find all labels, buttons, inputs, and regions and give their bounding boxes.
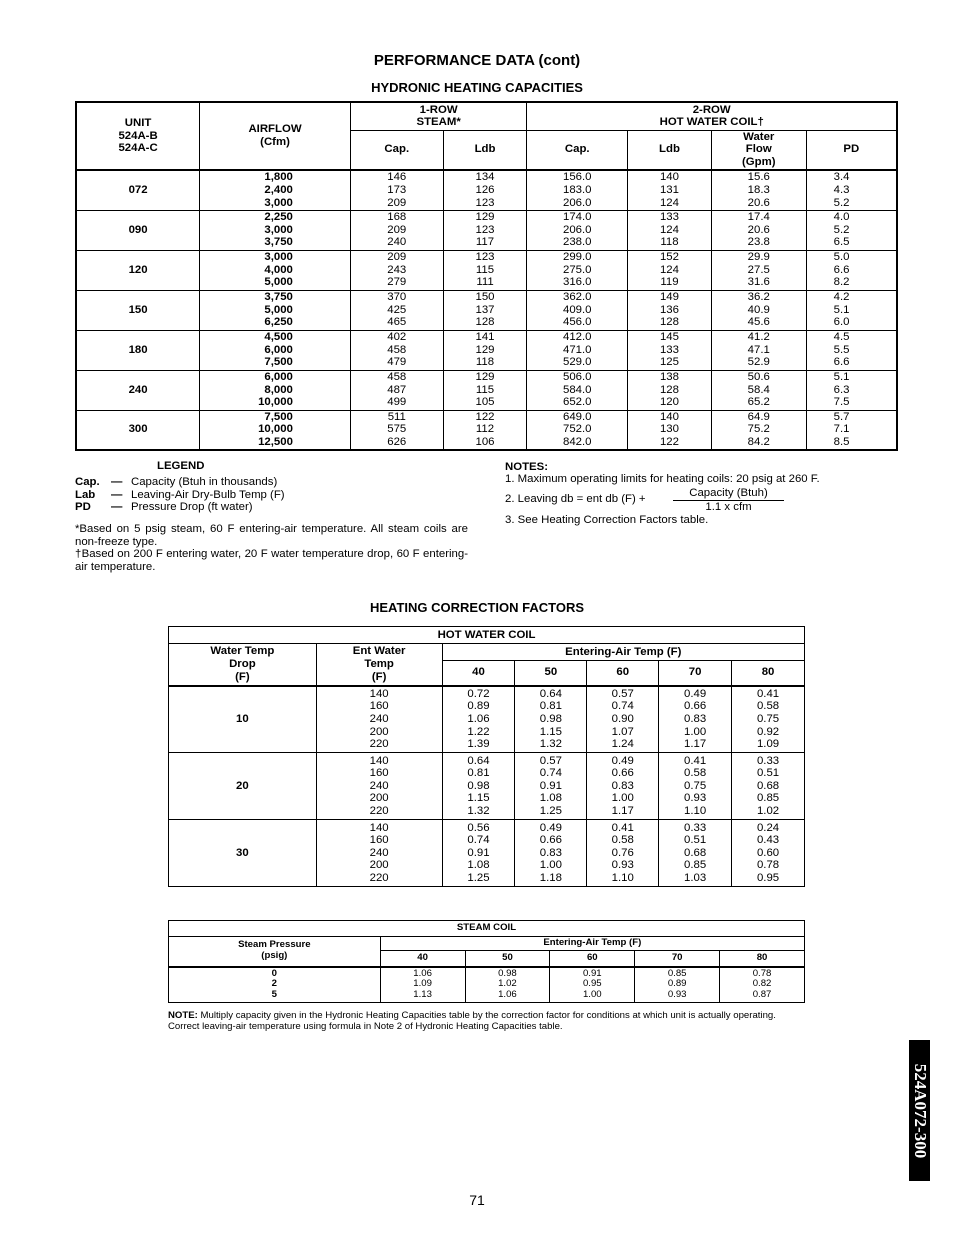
cell-factor: 0.57 0.74 0.91 1.08 1.25 <box>515 753 587 820</box>
cell-ent-water: 140 160 240 200 220 <box>316 820 442 887</box>
table-row <box>76 410 897 450</box>
header-steam-cap: Cap. <box>350 130 443 170</box>
cell-pd: 5.0 6.6 8.2 <box>806 250 897 290</box>
cell-flow: 15.6 18.3 20.6 <box>711 170 806 210</box>
cell-airflow: 1,800 2,400 3,000 <box>200 170 351 210</box>
cell-ldb2: 145 133 125 <box>628 330 712 370</box>
note-2-denominator: 1.1 x cfm <box>705 500 752 513</box>
steam-correction-table <box>168 920 805 1003</box>
correction-title: HEATING CORRECTION FACTORS <box>369 600 585 615</box>
header-steam: 1-ROW STEAM* <box>350 102 526 130</box>
cell-factor: 0.49 0.66 0.83 1.00 1.17 <box>659 686 732 753</box>
cell-ldb1: 129 123 117 <box>443 210 527 250</box>
cell-flow: 50.6 58.4 65.2 <box>711 370 806 410</box>
header-air-temp: 60 <box>587 661 659 686</box>
cell-ldb2: 152 124 119 <box>628 250 712 290</box>
steam-caption: STEAM COIL <box>169 921 805 937</box>
table-row <box>169 820 805 887</box>
cell-steam-factor: 0.91 0.95 1.00 <box>550 967 635 1003</box>
cell-cap1: 146 173 209 <box>350 170 443 210</box>
header-water-flow: Water Flow (Gpm) <box>711 130 806 170</box>
cell-ldb1: 129 115 105 <box>443 370 527 410</box>
cell-factor: 0.41 0.58 0.75 0.92 1.09 <box>732 686 805 753</box>
cell-pd: 5.7 7.1 8.5 <box>806 410 897 450</box>
header-air-temp: 70 <box>659 661 732 686</box>
legend-item-cap: Cap. — Capacity (Btuh in thousands) <box>75 476 278 488</box>
cell-airflow: 4,500 6,000 7,500 <box>200 330 351 370</box>
note-2-numerator: Capacity (Btuh) <box>673 487 784 501</box>
cell-airflow: 7,500 10,000 12,500 <box>200 410 351 450</box>
cell-ldb1: 134 126 123 <box>443 170 527 210</box>
cell-cap1: 209 243 279 <box>350 250 443 290</box>
cell-cap2: 649.0 752.0 842.0 <box>527 410 628 450</box>
header-steam-air-temp: 80 <box>720 951 805 967</box>
cell-ldb1: 123 115 111 <box>443 250 527 290</box>
cell-factor: 0.33 0.51 0.68 0.85 1.02 <box>732 753 805 820</box>
hot-water-correction-table <box>168 626 805 887</box>
cell-flow: 17.4 20.6 23.8 <box>711 210 806 250</box>
note-3: 3. See Heating Correction Factors table. <box>505 514 709 526</box>
cell-flow: 36.2 40.9 45.6 <box>711 290 806 330</box>
footnote-steam: *Based on 5 psig steam, 60 F entering-air temperature. All steam coils are non-freeze type. <box>75 523 468 548</box>
header-air-temp: 40 <box>442 661 515 686</box>
notes-title: NOTES: <box>505 461 549 473</box>
table-row <box>76 370 897 410</box>
cell-unit: 150 <box>76 290 200 330</box>
cell-factor: 0.72 0.89 1.06 1.22 1.39 <box>442 686 515 753</box>
cell-factor: 0.56 0.74 0.91 1.08 1.25 <box>442 820 515 887</box>
cell-steam-factor: 0.78 0.82 0.87 <box>720 967 805 1003</box>
header-water-cap: Cap. <box>527 130 628 170</box>
cell-cap1: 168 209 240 <box>350 210 443 250</box>
cell-ldb2: 140 131 124 <box>628 170 712 210</box>
header-air-temp: 80 <box>732 661 805 686</box>
cell-unit: 072 <box>76 170 200 210</box>
header-steam-entering-air: Entering-Air Temp (F) <box>380 937 804 951</box>
cell-factor: 0.41 0.58 0.76 0.93 1.10 <box>587 820 659 887</box>
header-air-temp: 50 <box>515 661 587 686</box>
cell-factor: 0.24 0.43 0.60 0.78 0.95 <box>732 820 805 887</box>
cell-airflow: 3,000 4,000 5,000 <box>200 250 351 290</box>
cell-ent-water: 140 160 240 200 220 <box>316 686 442 753</box>
table-row <box>76 330 897 370</box>
cell-unit: 240 <box>76 370 200 410</box>
hydronic-capacities-table <box>75 101 898 451</box>
header-steam-air-temp: 60 <box>550 951 635 967</box>
cell-airflow: 6,000 8,000 10,000 <box>200 370 351 410</box>
cell-flow: 41.2 47.1 52.9 <box>711 330 806 370</box>
side-tab: 524A072-300 <box>909 1040 930 1181</box>
cell-pd: 4.0 5.2 6.5 <box>806 210 897 250</box>
cell-flow: 29.9 27.5 31.6 <box>711 250 806 290</box>
cell-pd: 3.4 4.3 5.2 <box>806 170 897 210</box>
cell-steam-factor: 0.98 1.02 1.06 <box>465 967 550 1003</box>
cell-cap2: 174.0 206.0 238.0 <box>527 210 628 250</box>
header-steam-air-temp: 70 <box>635 951 720 967</box>
cell-ldb1: 141 129 118 <box>443 330 527 370</box>
page-number: 71 <box>469 1192 485 1208</box>
page-title: PERFORMANCE DATA (cont) <box>373 52 581 69</box>
header-unit: UNIT 524A-B 524A-C <box>76 102 200 170</box>
table-row <box>76 170 897 210</box>
cell-cap2: 412.0 471.0 529.0 <box>527 330 628 370</box>
note-2-formula <box>673 487 784 513</box>
cell-ldb2: 140 130 122 <box>628 410 712 450</box>
cell-factor: 0.57 0.74 0.90 1.07 1.24 <box>587 686 659 753</box>
note-2: 2. Leaving db = ent db (F) + <box>505 493 646 505</box>
header-entering-air: Entering-Air Temp (F) <box>442 644 804 661</box>
cell-ldb1: 122 112 106 <box>443 410 527 450</box>
table-row <box>76 290 897 330</box>
table-row <box>76 250 897 290</box>
cell-cap1: 511 575 626 <box>350 410 443 450</box>
cell-water-drop: 10 <box>169 686 317 753</box>
header-hot-water: 2-ROW HOT WATER COIL† <box>527 102 897 130</box>
header-pd: PD <box>806 130 897 170</box>
correction-note: NOTE: Multiply capacity given in the Hydronic Heating Capacities table by the correction factor for conditions at which unit is actually operating. Correct leaving-air temperature using formula in Note 2 of Hydronic Heating Capacities table. <box>168 1010 776 1032</box>
cell-flow: 64.9 75.2 84.2 <box>711 410 806 450</box>
cell-ent-water: 140 160 240 200 220 <box>316 753 442 820</box>
cell-factor: 0.41 0.58 0.75 0.93 1.10 <box>659 753 732 820</box>
header-steam-air-temp: 40 <box>380 951 465 967</box>
hot-water-caption: HOT WATER COIL <box>169 627 805 644</box>
cell-ldb1: 150 137 128 <box>443 290 527 330</box>
cell-ldb2: 149 136 128 <box>628 290 712 330</box>
cell-steam-factor: 1.06 1.09 1.13 <box>380 967 465 1003</box>
header-water-drop: Water Temp Drop (F) <box>169 644 317 686</box>
cell-airflow: 3,750 5,000 6,250 <box>200 290 351 330</box>
cell-factor: 0.64 0.81 0.98 1.15 1.32 <box>442 753 515 820</box>
cell-unit: 120 <box>76 250 200 290</box>
cell-cap2: 362.0 409.0 456.0 <box>527 290 628 330</box>
header-steam-pressure: Steam Pressure (psig) <box>169 937 381 967</box>
table-row <box>169 753 805 820</box>
cell-pd: 4.5 5.5 6.6 <box>806 330 897 370</box>
hydronic-table-title: HYDRONIC HEATING CAPACITIES <box>371 80 583 95</box>
header-steam-air-temp: 50 <box>465 951 550 967</box>
table-row <box>169 686 805 753</box>
note-1: 1. Maximum operating limits for heating coils: 20 psig at 260 F. <box>505 473 820 485</box>
cell-cap2: 156.0 183.0 206.0 <box>527 170 628 210</box>
cell-factor: 0.49 0.66 0.83 1.00 1.18 <box>515 820 587 887</box>
legend-item-pd: PD — Pressure Drop (ft water) <box>75 501 253 514</box>
legend-item-lab: Lab — Leaving-Air Dry-Bulb Temp (F) <box>75 488 285 501</box>
cell-cap2: 299.0 275.0 316.0 <box>527 250 628 290</box>
cell-ldb2: 138 128 120 <box>628 370 712 410</box>
footnote-water: †Based on 200 F entering water, 20 F water temperature drop, 60 F entering-air temperature. <box>75 548 468 573</box>
cell-cap1: 458 487 499 <box>350 370 443 410</box>
cell-pd: 4.2 5.1 6.0 <box>806 290 897 330</box>
cell-unit: 300 <box>76 410 200 450</box>
cell-cap1: 402 458 479 <box>350 330 443 370</box>
cell-airflow: 2,250 3,000 3,750 <box>200 210 351 250</box>
header-airflow: AIRFLOW (Cfm) <box>200 102 351 170</box>
steam-pressure-values: 0 2 5 <box>169 967 381 1003</box>
cell-unit: 180 <box>76 330 200 370</box>
legend-title: LEGEND <box>157 460 205 472</box>
cell-water-drop: 30 <box>169 820 317 887</box>
cell-water-drop: 20 <box>169 753 317 820</box>
header-ent-water: Ent Water Temp (F) <box>316 644 442 686</box>
header-water-ldb: Ldb <box>628 130 712 170</box>
legend-list <box>75 476 285 514</box>
cell-cap1: 370 425 465 <box>350 290 443 330</box>
cell-factor: 0.33 0.51 0.68 0.85 1.03 <box>659 820 732 887</box>
cell-steam-factor: 0.85 0.89 0.93 <box>635 967 720 1003</box>
cell-cap2: 506.0 584.0 652.0 <box>527 370 628 410</box>
cell-pd: 5.1 6.3 7.5 <box>806 370 897 410</box>
cell-ldb2: 133 124 118 <box>628 210 712 250</box>
table-row <box>76 210 897 250</box>
cell-factor: 0.49 0.66 0.83 1.00 1.17 <box>587 753 659 820</box>
cell-factor: 0.64 0.81 0.98 1.15 1.32 <box>515 686 587 753</box>
cell-unit: 090 <box>76 210 200 250</box>
header-steam-ldb: Ldb <box>443 130 527 170</box>
